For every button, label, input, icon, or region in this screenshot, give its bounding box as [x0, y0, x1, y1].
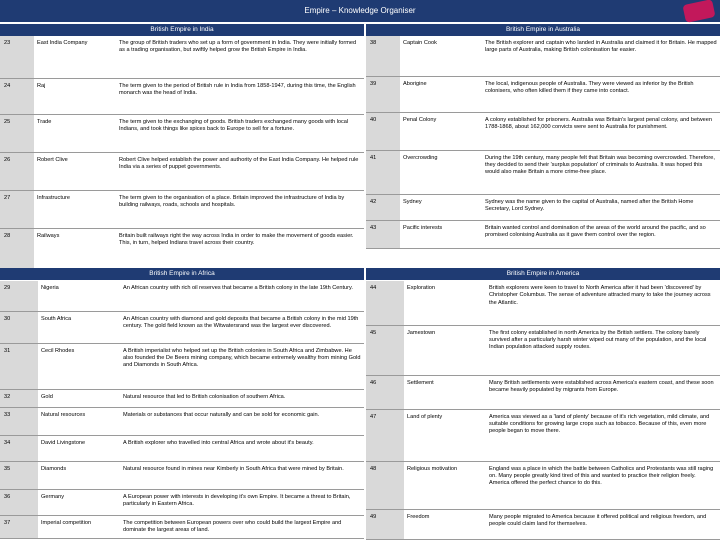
term-definition: The competition between European powers over who could build the largest Empire and dominate the largest areas of land.: [120, 515, 364, 539]
section-header-america: British Empire in America: [366, 268, 720, 280]
term-name: Religious motivation: [404, 461, 486, 509]
term-number: 43: [366, 220, 400, 248]
term-definition: Britain wanted control and domination of the areas of the world around the pacific, and so promised colonising Australia as it gave them control over the region.: [482, 220, 720, 248]
term-number: 35: [0, 461, 38, 489]
term-definition: A British explorer who travelled into central Africa and wrote about it's beauty.: [120, 435, 364, 461]
term-number: 27: [0, 190, 34, 228]
term-number: 24: [0, 78, 34, 114]
term-definition: Sydney was the name given to the capital of Australia, named after the British Home Secretary, Lord Sydney.: [482, 194, 720, 220]
africa-row: [0, 281, 364, 311]
term-definition: The term given to the organisation of a place. Britain improved the infrastructure of India by building railways, roads, schools and hospitals.: [116, 190, 364, 228]
term-name: Natural resources: [38, 407, 120, 435]
term-name: East India Company: [34, 36, 116, 78]
term-number: 26: [0, 152, 34, 190]
india-table: [0, 36, 364, 269]
america-row: [366, 461, 720, 509]
term-name: Freedom: [404, 509, 486, 539]
term-number: 31: [0, 343, 38, 389]
term-definition: British explorers were keen to travel to North America after it had been 'discovered' by Christopher Columbus. The sense of adventure attracted many to take the journey across the Atlantic.: [486, 281, 720, 325]
america-row: [366, 409, 720, 461]
term-name: Exploration: [404, 281, 486, 325]
africa-row: [0, 489, 364, 515]
australia-row: [366, 150, 720, 194]
term-number: 33: [0, 407, 38, 435]
term-name: Diamonds: [38, 461, 120, 489]
term-name: South Africa: [38, 311, 120, 343]
america-panel: [366, 281, 720, 540]
australia-table: [366, 36, 720, 249]
term-number: 28: [0, 228, 34, 268]
america-row: [366, 509, 720, 539]
term-number: 48: [366, 461, 404, 509]
india-row: [0, 152, 364, 190]
india-row: [0, 36, 364, 78]
africa-panel: [0, 281, 364, 539]
term-name: Overcrowding: [400, 150, 482, 194]
term-definition: An African country with rich oil reserves that became a British colony in the late 19th Century.: [120, 281, 364, 311]
term-definition: An African country with diamond and gold deposits that became a British colony in the mid 19th century. The gold field known as the Witwatersrand was the largest ever discovered.: [120, 311, 364, 343]
america-row: [366, 281, 720, 325]
africa-row: [0, 515, 364, 539]
africa-row: [0, 407, 364, 435]
term-number: 38: [366, 36, 400, 76]
term-definition: The first colony established in north America by the British settlers. The colony barely survived after a particularly harsh winter wiped out many of the population, and the local Indian population attacked supply routes.: [486, 325, 720, 375]
section-header-australia: British Empire in Australia: [366, 24, 720, 36]
term-definition: Many British settlements were established across America's eastern coast, and these soon became heavily populated by migrants from Europe.: [486, 375, 720, 409]
term-name: Penal Colony: [400, 112, 482, 150]
term-number: 46: [366, 375, 404, 409]
term-number: 37: [0, 515, 38, 539]
america-row: [366, 325, 720, 375]
term-name: Germany: [38, 489, 120, 515]
australia-row: [366, 194, 720, 220]
australia-row: [366, 220, 720, 248]
term-name: Sydney: [400, 194, 482, 220]
page-header: [0, 0, 720, 22]
term-definition: The term given to the exchanging of goods. British traders exchanged many goods with local Indians, and took things like spices back to Europe to sell for a fortune.: [116, 114, 364, 152]
term-name: Jamestown: [404, 325, 486, 375]
term-number: 44: [366, 281, 404, 325]
australia-row: [366, 76, 720, 112]
term-definition: During the 19th century, many people felt that Britain was becoming overcrowded. Therefore, they decided to send their 'surplus population' of criminals to Australia. It was hoped this would also make Britain a more crime-free place.: [482, 150, 720, 194]
term-definition: America was viewed as a 'land of plenty' because of it's rich vegetation, mild climate, and suitable conditions for growing large crops such as tobacco. Because of this, even more people began to move there.: [486, 409, 720, 461]
india-row: [0, 114, 364, 152]
term-name: Imperial competition: [38, 515, 120, 539]
term-number: 29: [0, 281, 38, 311]
section-header-india: British Empire in India: [0, 24, 364, 36]
india-row: [0, 190, 364, 228]
term-name: David Livingstone: [38, 435, 120, 461]
term-definition: The local, indigenous people of Australia. They were viewed as inferior by the British colonisers, who often killed them if they came into contact.: [482, 76, 720, 112]
term-number: 32: [0, 389, 38, 407]
term-number: 30: [0, 311, 38, 343]
term-number: 25: [0, 114, 34, 152]
term-number: 23: [0, 36, 34, 78]
africa-row: [0, 389, 364, 407]
australia-panel: [366, 36, 720, 249]
term-name: Infrastructure: [34, 190, 116, 228]
term-definition: Natural resource found in mines near Kimberly in South Africa that were mined by Britain.: [120, 461, 364, 489]
term-name: Pacific interests: [400, 220, 482, 248]
term-name: Trade: [34, 114, 116, 152]
term-name: Robert Clive: [34, 152, 116, 190]
america-row: [366, 375, 720, 409]
term-definition: The term given to the period of British rule in India from 1858-1947, during this time, the English monarch was the head of India.: [116, 78, 364, 114]
australia-row: [366, 36, 720, 76]
term-definition: Materials or substances that occur naturally and can be sold for economic gain.: [120, 407, 364, 435]
term-name: Aborigine: [400, 76, 482, 112]
term-definition: A British imperialist who helped set up the British colonies in South Africa and Zimbabwe. He also founded the De Beers mining company, which became extremely wealthy from mining Gold and Diamonds in South Africa.: [120, 343, 364, 389]
term-number: 41: [366, 150, 400, 194]
term-definition: Many people migrated to America because it offered political and religious freedom, and people could claim land for themselves.: [486, 509, 720, 539]
term-definition: A European power with interests in developing it's own Empire. It became a threat to Britain, particularly in Eastern Africa.: [120, 489, 364, 515]
term-number: 49: [366, 509, 404, 539]
term-number: 45: [366, 325, 404, 375]
term-number: 34: [0, 435, 38, 461]
australia-row: [366, 112, 720, 150]
section-header-africa: British Empire in Africa: [0, 268, 364, 280]
term-number: 40: [366, 112, 400, 150]
term-number: 47: [366, 409, 404, 461]
term-definition: Britain built railways right the way across India in order to make the movement of goods easier. This, in turn, helped Indians travel across their country.: [116, 228, 364, 268]
term-name: Land of plenty: [404, 409, 486, 461]
page-title: Empire – Knowledge Organiser: [304, 6, 416, 15]
term-name: Railways: [34, 228, 116, 268]
india-row: [0, 78, 364, 114]
term-name: Cecil Rhodes: [38, 343, 120, 389]
africa-row: [0, 435, 364, 461]
africa-row: [0, 461, 364, 489]
term-definition: Robert Clive helped establish the power and authority of the East India Company. He helped rule India via a series of puppet governments.: [116, 152, 364, 190]
india-row: [0, 228, 364, 268]
term-definition: A colony established for prisoners. Australia was Britain's largest penal colony, and between 1788-1868, about 162,000 convicts were sent to Australia for punishment.: [482, 112, 720, 150]
term-name: Raj: [34, 78, 116, 114]
term-number: 36: [0, 489, 38, 515]
africa-row: [0, 311, 364, 343]
term-definition: England was a place in which the battle between Catholics and Protestants was still raging on. Many people greatly kind tired of this and wanted to practice their religion freely. America offered the perfect chance to do this.: [486, 461, 720, 509]
term-name: Settlement: [404, 375, 486, 409]
term-number: 39: [366, 76, 400, 112]
america-table: [366, 281, 720, 540]
term-name: Captain Cook: [400, 36, 482, 76]
india-panel: [0, 36, 364, 269]
africa-row: [0, 343, 364, 389]
term-definition: Natural resource that led to British colonisation of southern Africa.: [120, 389, 364, 407]
africa-table: [0, 281, 364, 539]
term-definition: The group of British traders who set up a form of government in India. They were initially formed as a trading organisation, but swiftly helped grow the British Empire in India.: [116, 36, 364, 78]
term-name: Gold: [38, 389, 120, 407]
term-definition: The British explorer and captain who landed in Australia and claimed it for Britain. He mapped large parts of Australia, making British colonisation far easier.: [482, 36, 720, 76]
term-name: Nigeria: [38, 281, 120, 311]
term-number: 42: [366, 194, 400, 220]
